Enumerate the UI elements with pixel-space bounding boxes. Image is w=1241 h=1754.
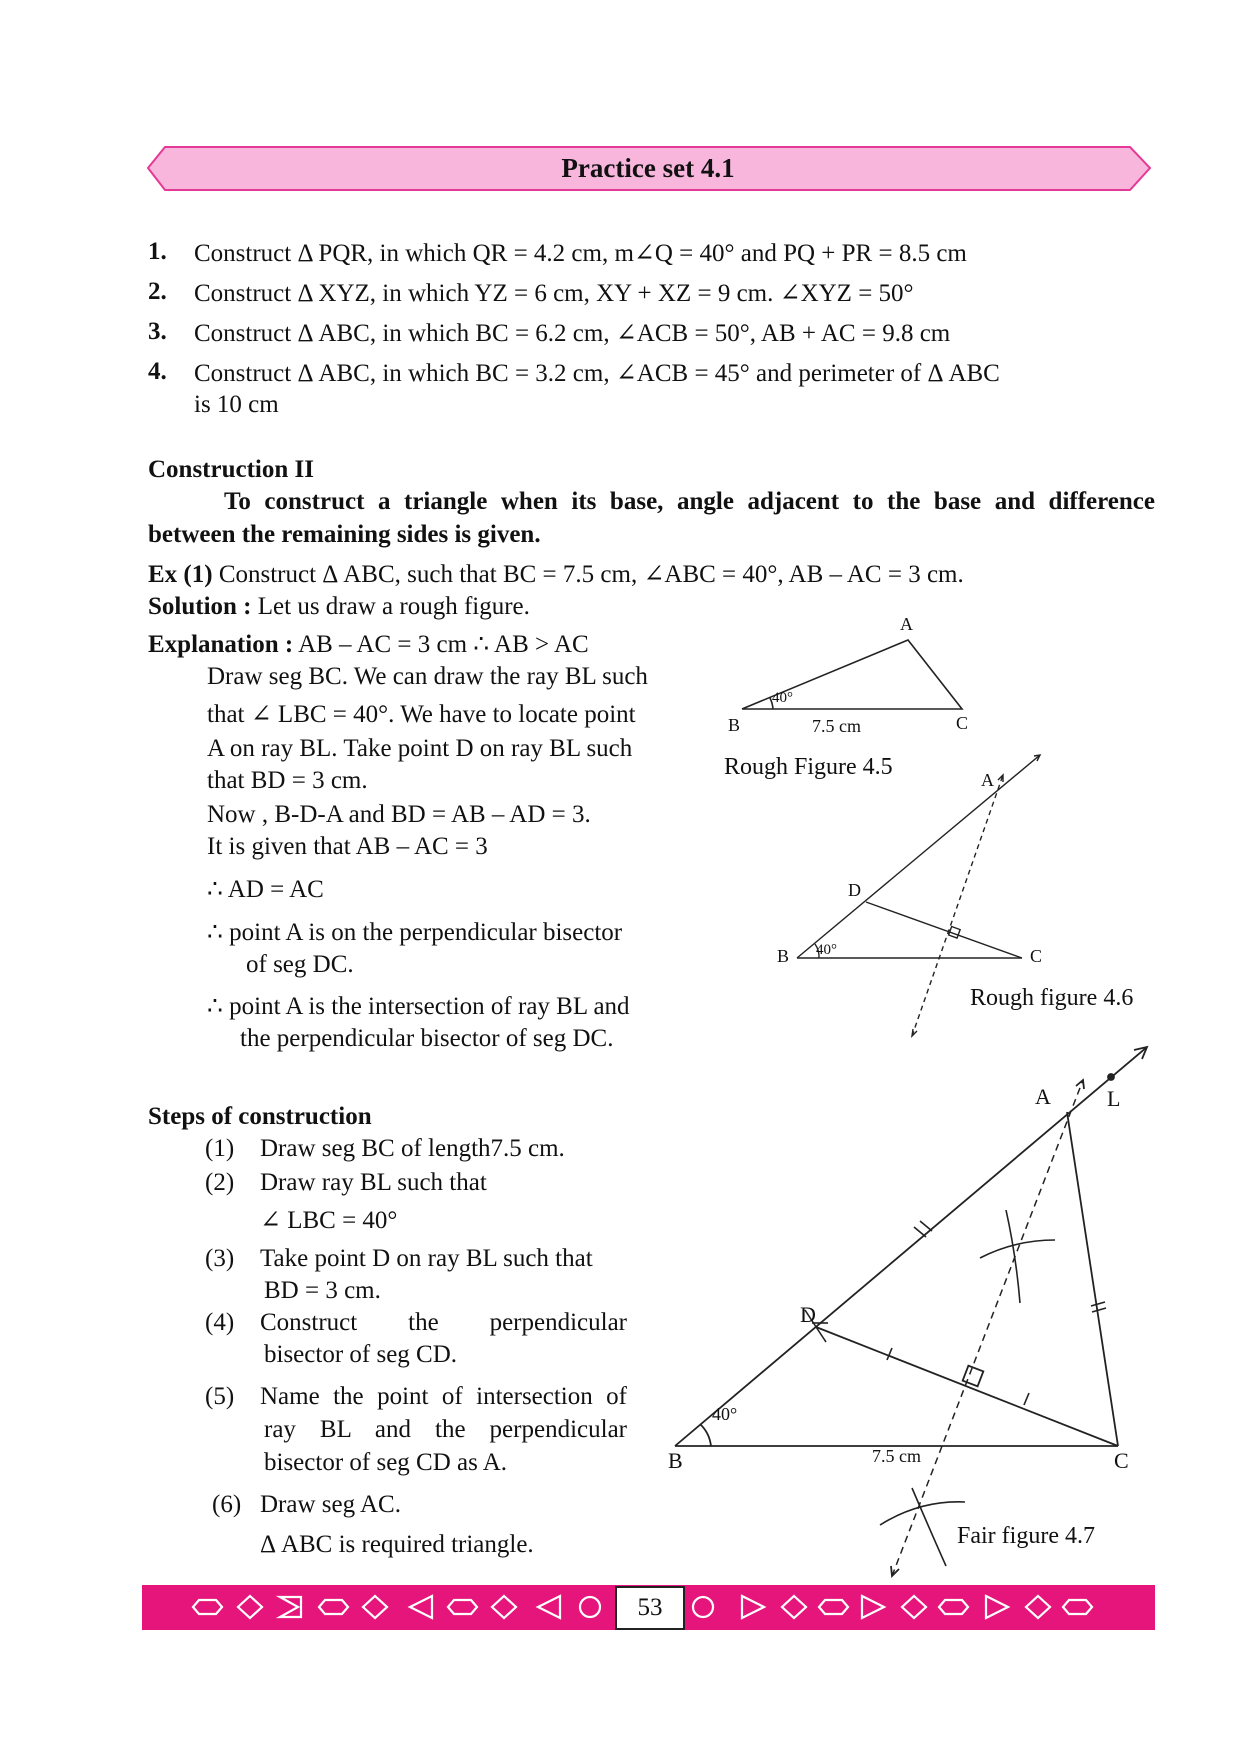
- explanation-body-line: A on ray BL. Take point D on ray BL such: [207, 735, 633, 762]
- solution-label: Solution :: [148, 593, 252, 620]
- question-text: Construct Δ ABC, in which BC = 6.2 cm, ∠ACB = 50°, AB + AC = 9.8 cm: [194, 320, 951, 347]
- fig45-label-B: B: [728, 715, 741, 735]
- fig47-caption: Fair figure 4.7: [957, 1523, 1095, 1549]
- section-heading: Construction II: [148, 456, 314, 483]
- step-text: Draw seg BC of length7.5 cm.: [260, 1135, 565, 1162]
- steps-heading: Steps of construction: [148, 1103, 372, 1130]
- step-text: Δ ABC is required triangle.: [260, 1531, 534, 1558]
- step-text: Draw seg AC.: [260, 1491, 401, 1518]
- explanation-body-line: that BD = 3 cm.: [207, 767, 368, 794]
- fig47-angle-label: 40°: [712, 1404, 738, 1424]
- step-number: (6): [212, 1491, 242, 1518]
- question-text: Construct Δ ABC, in which BC = 3.2 cm, ∠ACB = 45° and perimeter of Δ ABC: [194, 360, 1000, 387]
- explanation-body-line: ∴ AD = AC: [207, 876, 324, 903]
- fig47-label-C: C: [1114, 1448, 1129, 1473]
- explanation-body-line: Draw seg BC. We can draw the ray BL such: [207, 663, 648, 690]
- fig46-label-D: D: [848, 880, 861, 900]
- step-number: (4): [205, 1309, 235, 1336]
- fig46-label-B: B: [777, 946, 790, 966]
- fig46-caption: Rough figure 4.6: [970, 985, 1134, 1011]
- step-text: ∠ LBC = 40°: [260, 1207, 398, 1234]
- fig46-angle-label: 40°: [816, 942, 837, 958]
- fig47-label-L: L: [1107, 1086, 1121, 1111]
- fig47-base-label: 7.5 cm: [872, 1446, 921, 1466]
- example-label: Ex (1): [148, 561, 213, 588]
- question-text-continued: is 10 cm: [194, 391, 279, 418]
- step-text: Construct the perpendicular: [260, 1309, 627, 1336]
- explanation-body-line: of seg DC.: [246, 951, 354, 978]
- step-number: (3): [205, 1245, 235, 1272]
- step-number: (5): [205, 1383, 235, 1410]
- solution-text: Let us draw a rough figure.: [257, 593, 530, 620]
- step-text: bisector of seg CD.: [264, 1341, 458, 1368]
- step-text: Draw ray BL such that: [260, 1169, 487, 1196]
- explanation-body-line: that ∠ LBC = 40°. We have to locate point: [207, 701, 636, 728]
- fig45-label-A: A: [900, 614, 913, 634]
- fig46-label-C: C: [1030, 946, 1043, 966]
- question-number: 2.: [148, 278, 167, 305]
- construction-intro-continued: between the remaining sides is given.: [148, 521, 541, 548]
- explanation-body-line: ∴ point A is the intersection of ray BL and: [207, 993, 630, 1020]
- fig46-label-A: A: [981, 770, 994, 790]
- fig47-label-A: A: [1035, 1084, 1051, 1109]
- step-text: Name the point of intersection of: [260, 1383, 627, 1410]
- explanation-body-line: Now , B-D-A and BD = AB – AD = 3.: [207, 801, 591, 828]
- explanation-label: Explanation :: [148, 631, 294, 658]
- construction-intro: To construct a triangle when its base, angle adjacent to the base and difference: [224, 488, 1155, 515]
- step-text: bisector of seg CD as A.: [264, 1449, 508, 1476]
- fig45-label-C: C: [956, 713, 969, 733]
- step-number: (2): [205, 1169, 235, 1196]
- page-number: 53: [615, 1586, 685, 1630]
- question-text: Construct Δ XYZ, in which YZ = 6 cm, XY + XZ = 9 cm. ∠XYZ = 50°: [194, 280, 914, 307]
- step-text: ray BL and the perpendicular: [264, 1416, 627, 1443]
- explanation-body-line: ∴ point A is on the perpendicular bisector: [207, 919, 623, 946]
- question-text: Construct Δ PQR, in which QR = 4.2 cm, m∠Q = 40° and PQ + PR = 8.5 cm: [194, 240, 967, 267]
- question-number: 1.: [148, 238, 167, 265]
- step-number: (1): [205, 1135, 235, 1162]
- example-text: Construct Δ ABC, such that BC = 7.5 cm, ∠ABC = 40°, AB – AC = 3 cm.: [218, 561, 964, 588]
- explanation-body-line: the perpendicular bisector of seg DC.: [240, 1025, 614, 1052]
- explanation-body-line: It is given that AB – AC = 3: [207, 833, 488, 860]
- fig45-base-label: 7.5 cm: [812, 716, 861, 736]
- question-number: 3.: [148, 318, 167, 345]
- page-title: Practice set 4.1: [561, 153, 735, 183]
- fig45-angle-label: 40°: [772, 690, 793, 706]
- step-text: BD = 3 cm.: [264, 1277, 381, 1304]
- fig47-label-D: D: [800, 1302, 816, 1327]
- explanation-text: AB – AC = 3 cm ∴ AB > AC: [298, 631, 589, 658]
- question-number: 4.: [148, 358, 167, 385]
- step-text: Take point D on ray BL such that: [260, 1245, 593, 1272]
- fig47-label-B: B: [668, 1448, 683, 1473]
- fig45-caption: Rough Figure 4.5: [724, 754, 893, 780]
